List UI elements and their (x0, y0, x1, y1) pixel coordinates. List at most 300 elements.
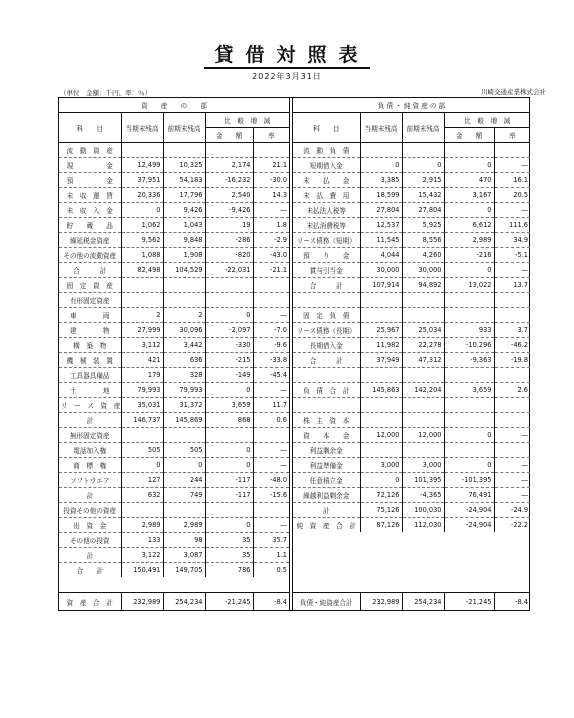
table-row (293, 368, 530, 383)
row-rate: -46.2 (494, 338, 530, 353)
row-label: 計 (59, 413, 121, 428)
row-current: 421 (121, 353, 163, 368)
row-previous: 4,260 (402, 248, 444, 263)
table-row (59, 563, 289, 578)
row-rate: -48.0 (253, 473, 289, 488)
row-amount: 3,167 (444, 188, 494, 203)
row-previous (402, 143, 444, 158)
row-amount: 0 (444, 428, 494, 443)
row-current: 25,967 (360, 323, 402, 338)
amount-header: 金 額 (205, 128, 253, 143)
table-row (293, 203, 530, 218)
row-amount: 0 (444, 263, 494, 278)
table-row (293, 188, 530, 203)
row-label: 未 払 金 (293, 173, 360, 188)
row-previous (163, 428, 205, 443)
row-rate: 111.6 (494, 218, 530, 233)
row-rate: -9.6 (253, 338, 289, 353)
row-amount (205, 428, 253, 443)
row-amount: 0 (205, 308, 253, 323)
assets-table (59, 98, 289, 577)
row-current: 79,993 (121, 383, 163, 398)
row-previous: 27,804 (402, 203, 444, 218)
row-current: 37,951 (121, 173, 163, 188)
current-header: 当期末残高 (121, 113, 163, 143)
row-previous: 3,087 (163, 548, 205, 563)
document-title: 貸借対照表 (0, 40, 574, 67)
row-rate: ― (253, 383, 289, 398)
row-amount (444, 443, 494, 458)
row-current: 72,126 (360, 488, 402, 503)
row-label: 利益準備金 (293, 458, 360, 473)
table-row (293, 353, 530, 368)
row-current (121, 503, 163, 518)
row-current (360, 293, 402, 308)
row-current: 232,989 (360, 593, 402, 611)
row-previous: 1,908 (163, 248, 205, 263)
row-previous: 149,705 (163, 563, 205, 578)
row-amount: -216 (444, 248, 494, 263)
table-row (293, 458, 530, 473)
table-row (59, 443, 289, 458)
assets-panel (59, 98, 290, 610)
table-row (293, 413, 530, 428)
row-rate: ― (253, 203, 289, 218)
table-row (293, 293, 530, 308)
row-previous: 10,325 (163, 158, 205, 173)
row-rate: ― (494, 488, 530, 503)
row-previous: 12,000 (402, 428, 444, 443)
table-row (59, 413, 289, 428)
row-label: 未 収 運 賃 (59, 188, 121, 203)
compare-header: 比 較 増 減 (444, 113, 530, 128)
row-amount (205, 293, 253, 308)
row-current: 3,000 (360, 458, 402, 473)
table-row (293, 323, 530, 338)
row-label: 流 動 資 産 (59, 143, 121, 158)
row-current: 2 (121, 308, 163, 323)
row-label: 繰延税金資産 (59, 233, 121, 248)
row-current (121, 428, 163, 443)
amount-header: 金 額 (444, 128, 494, 143)
row-amount: 0 (444, 203, 494, 218)
row-rate (253, 278, 289, 293)
row-label: 合 計 (76, 567, 103, 575)
table-row (59, 173, 289, 188)
row-previous (402, 398, 444, 413)
row-rate: -21.1 (253, 263, 289, 278)
row-label (293, 293, 360, 308)
table-row (293, 443, 530, 458)
table-row (59, 428, 289, 443)
row-rate: -19.8 (494, 353, 530, 368)
row-amount: 0 (205, 383, 253, 398)
row-rate (253, 428, 289, 443)
table-row (59, 533, 289, 548)
row-previous: 94,892 (402, 278, 444, 293)
row-current: 0 (121, 203, 163, 218)
row-amount: -149 (205, 368, 253, 383)
row-previous: 636 (163, 353, 205, 368)
row-label: 任意積立金 (293, 473, 360, 488)
row-amount: 76,491 (444, 488, 494, 503)
row-rate: ― (494, 458, 530, 473)
table-row (293, 233, 530, 248)
row-rate: ― (494, 263, 530, 278)
row-label: 固 定 資 産 (59, 278, 121, 293)
row-label: 長期借入金 (293, 338, 360, 353)
row-previous: 505 (163, 443, 205, 458)
row-current: 11,982 (360, 338, 402, 353)
row-rate: 2.6 (494, 383, 530, 398)
row-amount (205, 143, 253, 158)
row-label: 預 金 (59, 173, 121, 188)
table-row (293, 278, 530, 293)
row-amount: 933 (444, 323, 494, 338)
table-row (59, 308, 289, 323)
row-amount: 0 (205, 443, 253, 458)
row-label: 建 物 (59, 323, 121, 338)
row-label: リ ー ス 資 産 (59, 398, 121, 413)
row-current: 505 (121, 443, 163, 458)
row-label: 計 (59, 548, 121, 563)
row-previous (163, 143, 205, 158)
row-amount: 0 (205, 518, 253, 533)
row-rate: ― (253, 443, 289, 458)
table-row (59, 353, 289, 368)
table-row (293, 143, 530, 158)
row-current: 30,000 (360, 263, 402, 278)
row-rate: ― (494, 428, 530, 443)
row-rate: 3.7 (494, 323, 530, 338)
row-current (121, 143, 163, 158)
row-amount (444, 413, 494, 428)
table-row (59, 473, 289, 488)
row-current: 75,126 (360, 503, 402, 518)
row-label: 土 地 (59, 383, 121, 398)
row-previous: 1,043 (163, 218, 205, 233)
row-rate: -33.8 (253, 353, 289, 368)
row-label: 利益剰余金 (293, 443, 360, 458)
row-previous: 3,000 (402, 458, 444, 473)
row-label: 純 資 産 合 計 (296, 522, 356, 530)
table-row (59, 323, 289, 338)
row-rate (494, 413, 530, 428)
row-current: 18,599 (360, 188, 402, 203)
row-previous: 254,234 (163, 593, 205, 611)
row-rate (253, 293, 289, 308)
row-amount (444, 293, 494, 308)
row-current: 35,031 (121, 398, 163, 413)
row-current: 146,737 (121, 413, 163, 428)
row-current: 2,989 (121, 518, 163, 533)
table-row (293, 218, 530, 233)
row-previous: 112,030 (402, 518, 444, 533)
row-label: 合 計 (59, 263, 121, 278)
row-rate: -2.9 (253, 233, 289, 248)
row-label: 出 資 金 (59, 518, 121, 533)
row-rate: 13.7 (494, 278, 530, 293)
row-current: 3,112 (121, 338, 163, 353)
row-amount: 0 (444, 158, 494, 173)
row-amount: 35 (205, 533, 253, 548)
row-rate: 11.7 (253, 398, 289, 413)
row-label: 貯 蔵 品 (59, 218, 121, 233)
row-rate: 1.1 (253, 548, 289, 563)
row-amount: 19 (205, 218, 253, 233)
row-label: 有形固定資産 (59, 293, 121, 308)
row-label: 商 標 権 (59, 458, 121, 473)
row-current: 20,336 (121, 188, 163, 203)
row-label: 短期借入金 (293, 158, 360, 173)
row-current: 12,499 (121, 158, 163, 173)
row-current: 145,863 (360, 383, 402, 398)
row-label: 未 払 費 用 (293, 188, 360, 203)
row-rate: -24.9 (494, 503, 530, 518)
row-previous: 0 (163, 458, 205, 473)
liab-total-row (293, 592, 530, 610)
row-rate (494, 293, 530, 308)
table-row (59, 263, 289, 278)
table-row (59, 278, 289, 293)
liabilities-rows (293, 143, 530, 533)
row-current (121, 278, 163, 293)
row-amount (444, 308, 494, 323)
table-row (59, 368, 289, 383)
row-label: 構 築 物 (59, 338, 121, 353)
row-label: 流 動 負 債 (293, 143, 360, 158)
rate-header: 率 (253, 128, 289, 143)
compare-header: 比 較 増 減 (205, 113, 289, 128)
liabilities-panel (292, 98, 530, 610)
assets-rows (59, 143, 289, 578)
row-label: 合 計 (293, 278, 360, 293)
row-previous: 254,234 (402, 593, 444, 611)
row-current (360, 413, 402, 428)
row-amount: 868 (205, 413, 253, 428)
row-rate: 21.1 (253, 158, 289, 173)
row-current: 232,989 (121, 593, 163, 611)
row-rate (253, 143, 289, 158)
row-previous: 9,848 (163, 233, 205, 248)
row-rate: ― (253, 308, 289, 323)
row-amount: -22,031 (205, 263, 253, 278)
row-previous (402, 413, 444, 428)
row-amount: 786 (205, 563, 253, 578)
row-label: 投資その他の資産 (59, 503, 121, 518)
row-rate: -43.0 (253, 248, 289, 263)
liabilities-table (293, 98, 530, 532)
row-previous: 328 (163, 368, 205, 383)
row-label: リース債務（短期） (293, 233, 360, 248)
row-previous: 100,030 (402, 503, 444, 518)
row-rate: ― (253, 458, 289, 473)
row-previous: 3,442 (163, 338, 205, 353)
row-label: 工具器具備品 (59, 368, 121, 383)
row-previous: 47,312 (402, 353, 444, 368)
row-previous: 749 (163, 488, 205, 503)
row-amount: -16,232 (205, 173, 253, 188)
row-previous: 25,034 (402, 323, 444, 338)
row-current (121, 293, 163, 308)
row-label: 車 両 (59, 308, 121, 323)
table-row (293, 488, 530, 503)
row-current: 1,088 (121, 248, 163, 263)
row-amount: 0 (444, 458, 494, 473)
row-previous: 2 (163, 308, 205, 323)
row-label: 負債・純資産合計 (299, 598, 353, 607)
row-amount: -24,904 (444, 503, 494, 518)
table-row (59, 293, 289, 308)
row-label: 資 本 金 (293, 428, 360, 443)
row-rate (494, 143, 530, 158)
row-label: 資 産 合 計 (66, 598, 113, 607)
table-row (59, 548, 289, 563)
balance-sheet (58, 97, 530, 611)
table-row (293, 428, 530, 443)
row-current (360, 308, 402, 323)
row-amount: -330 (205, 338, 253, 353)
row-amount: -2,097 (205, 323, 253, 338)
row-current: 27,999 (121, 323, 163, 338)
table-row (59, 188, 289, 203)
table-row (59, 458, 289, 473)
unit-note: （単位 金額：千円、率：％） (60, 89, 151, 97)
row-label: 未 収 入 金 (59, 203, 121, 218)
table-row (293, 473, 530, 488)
row-previous: 22,278 (402, 338, 444, 353)
row-amount: -9,426 (205, 203, 253, 218)
row-label: 電話加入権 (59, 443, 121, 458)
row-previous: 101,395 (402, 473, 444, 488)
row-previous: 142,204 (402, 383, 444, 398)
row-current: 1,062 (121, 218, 163, 233)
row-rate: -5.1 (494, 248, 530, 263)
table-row (59, 158, 289, 173)
row-previous (402, 308, 444, 323)
row-label: 賞与引当金 (293, 263, 360, 278)
company-name: 川崎交通産業株式会社 (481, 88, 546, 96)
row-current: 179 (121, 368, 163, 383)
row-current: 133 (121, 533, 163, 548)
current-header: 当期末残高 (360, 113, 402, 143)
row-amount: 470 (444, 173, 494, 188)
row-previous: 17,796 (163, 188, 205, 203)
row-amount: 3,659 (205, 398, 253, 413)
row-previous: 30,000 (402, 263, 444, 278)
row-previous: 79,993 (163, 383, 205, 398)
row-label: 未払法人税等 (293, 203, 360, 218)
row-label: 合 計 (293, 353, 360, 368)
row-amount: -117 (205, 473, 253, 488)
row-current: 87,126 (360, 518, 402, 533)
row-previous (163, 293, 205, 308)
row-current (360, 368, 402, 383)
row-previous: 30,096 (163, 323, 205, 338)
row-current: 0 (360, 473, 402, 488)
row-rate: 1.8 (253, 218, 289, 233)
row-label: ソフトウエア (59, 473, 121, 488)
row-current: 632 (121, 488, 163, 503)
row-label: 無形固定資産 (59, 428, 121, 443)
row-label: その他の投資 (59, 533, 121, 548)
row-label: 現 金 (59, 158, 121, 173)
row-rate: 16.1 (494, 173, 530, 188)
table-row (59, 518, 289, 533)
previous-header: 前期末残高 (163, 113, 205, 143)
row-rate: -45.4 (253, 368, 289, 383)
row-amount: 3,659 (444, 383, 494, 398)
row-previous (402, 368, 444, 383)
row-current: 3,122 (121, 548, 163, 563)
row-amount: 2,174 (205, 158, 253, 173)
table-row (59, 398, 289, 413)
row-previous (402, 443, 444, 458)
table-row (293, 308, 530, 323)
table-row (59, 503, 289, 518)
row-label: その他の流動資産 (59, 248, 121, 263)
table-row (59, 218, 289, 233)
table-row (293, 338, 530, 353)
row-current (360, 398, 402, 413)
row-amount: -21,245 (205, 593, 253, 611)
row-current (360, 143, 402, 158)
row-amount: -117 (205, 488, 253, 503)
row-amount: -215 (205, 353, 253, 368)
row-rate: 34.9 (494, 233, 530, 248)
row-label (293, 368, 360, 383)
liab-section-header: 負 債 ・ 純 資 産 の 部 (293, 98, 530, 113)
table-row (59, 383, 289, 398)
row-amount: -21,245 (444, 593, 494, 611)
row-rate (253, 503, 289, 518)
report-date: 2022年3月31日 (252, 72, 322, 81)
table-row (59, 143, 289, 158)
table-row (293, 518, 530, 533)
row-label: リース債務（長期） (293, 323, 360, 338)
table-row (293, 248, 530, 263)
table-row (293, 383, 530, 398)
row-rate: -7.0 (253, 323, 289, 338)
row-amount: 13,022 (444, 278, 494, 293)
assets-total-row (59, 592, 289, 610)
row-label: 固 定 負 債 (293, 308, 360, 323)
subject-header: 科 目 (59, 113, 121, 143)
row-label: 未払消費税等 (293, 218, 360, 233)
row-rate: ― (253, 518, 289, 533)
row-previous: 31,372 (163, 398, 205, 413)
row-amount: -101,395 (444, 473, 494, 488)
previous-header: 前期末残高 (402, 113, 444, 143)
row-current: 12,537 (360, 218, 402, 233)
row-rate (494, 398, 530, 413)
row-rate (494, 443, 530, 458)
table-row (293, 398, 530, 413)
subject-header: 科 目 (293, 113, 360, 143)
row-label (293, 398, 360, 413)
row-label: 計 (59, 488, 121, 503)
row-previous: 145,869 (163, 413, 205, 428)
row-amount: 0 (205, 458, 253, 473)
table-row (59, 338, 289, 353)
row-rate: -8.4 (494, 593, 530, 611)
table-row (59, 203, 289, 218)
row-amount (205, 503, 253, 518)
row-previous: 9,426 (163, 203, 205, 218)
table-row (59, 488, 289, 503)
row-label: 負 債 合 計 (293, 383, 360, 398)
row-previous: 2,989 (163, 518, 205, 533)
